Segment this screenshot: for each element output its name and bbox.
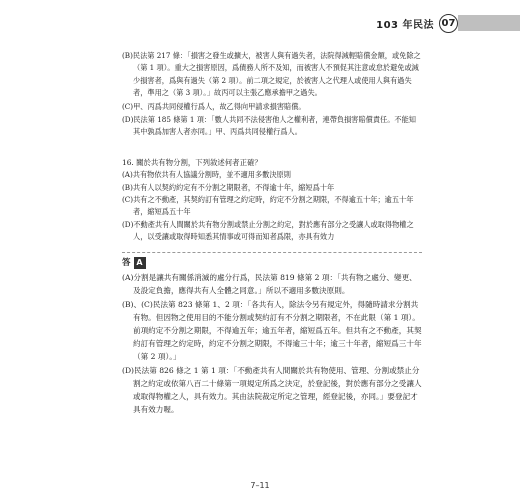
question-16: 16. 關於共有物分割，下列敘述何者正確？: [122, 157, 262, 167]
explanation-b: (B)民法第 217 條：「損害之發生或擴大，被害人與有過失者，法院得減輕賠償金額，或免除之（第 1 項）。重大之損害原因，爲債務人所不及知，而被害人不預促其注意或怠於避免或減少損害者，爲與有過失（第 2 項）。前二項之規定，於被害人之代理人或使用人與有過失者，準用之（第 3 項）。」故丙可以主張乙應承擔甲之過失。: [122, 51, 421, 98]
option-a: (A)共有物依共有人協議分割時，並不適用多數決原則: [122, 170, 291, 180]
answer-label: 答: [122, 257, 131, 268]
option-c: (C)共有之不動產，其契約訂有管理之約定時，約定不分割之期限，不得逾五十年；逾五十年者，縮短爲五十年: [122, 195, 414, 217]
answer-bc: (B)、(C)民法第 823 條第 1、2 項：「各共有人，除法令另有規定外，得隨時請求分割共有物。但因物之使用目的不能分割或契約訂有不分割之期限者，不在此限（第 1 項）。前項約定不分割之期限，不得逾五年；逾五年者，縮短爲五年。但共有之不動產，其契約訂有管理之約定時，約定不分割之期限，不得逾三十年；逾三十年者，縮短爲三十年（第 2 項）。」: [122, 300, 422, 362]
option-b: (B)共有人以契約約定有不分割之期限者，不得逾十年，縮短爲十年: [122, 182, 335, 192]
divider: [122, 252, 422, 253]
explanation-c: (C)甲、丙爲共同侵權行爲人，故乙得向甲請求損害賠償。: [122, 101, 306, 111]
chapter-number-badge: 07: [439, 14, 458, 33]
page-content: [122, 50, 422, 417]
answer-letter-badge: A: [134, 257, 146, 269]
answer-body: [122, 271, 422, 416]
option-d: (D)不動產共有人間關於共有物分割或禁止分割之約定，對於應有部分之受讓人或取得物權之人，以受讓或取得時知悉其情事或可得而知者爲限，亦具有效力: [122, 219, 414, 242]
header-title: 103 年民法: [376, 19, 434, 31]
answer-d: (D)民法第 826 條之 1 第 1 項：「不動產共有人間關於共有物使用、管理、分割或禁止分割之約定或依第八百二十條第一項規定所爲之決定，於登記後，對於應有部分之受讓人或取得物權之人，具有效力。其由法院裁定所定之管理，經登記後，亦同。」要登記才具有效力喔。: [122, 366, 422, 415]
header-tab-decoration: [458, 12, 520, 34]
page-header: [376, 12, 458, 34]
answer-heading: [122, 257, 422, 269]
page-number: 7–11: [250, 481, 270, 490]
answer-a: (A)分割是讓共有關係消滅的處分行爲，民法第 819 條第 2 項：「共有物之處分、變更、及設定負擔，應得共有人全體之同意。」所以不適用多數決原則。: [122, 273, 417, 296]
explanation-d: (D)民法第 185 條第 1 項：「數人共同不法侵害他人之權利者，連帶負損害賠償責任。不能知其中孰爲加害人者亦同。」甲、丙爲共同侵權行爲人。: [122, 115, 416, 137]
